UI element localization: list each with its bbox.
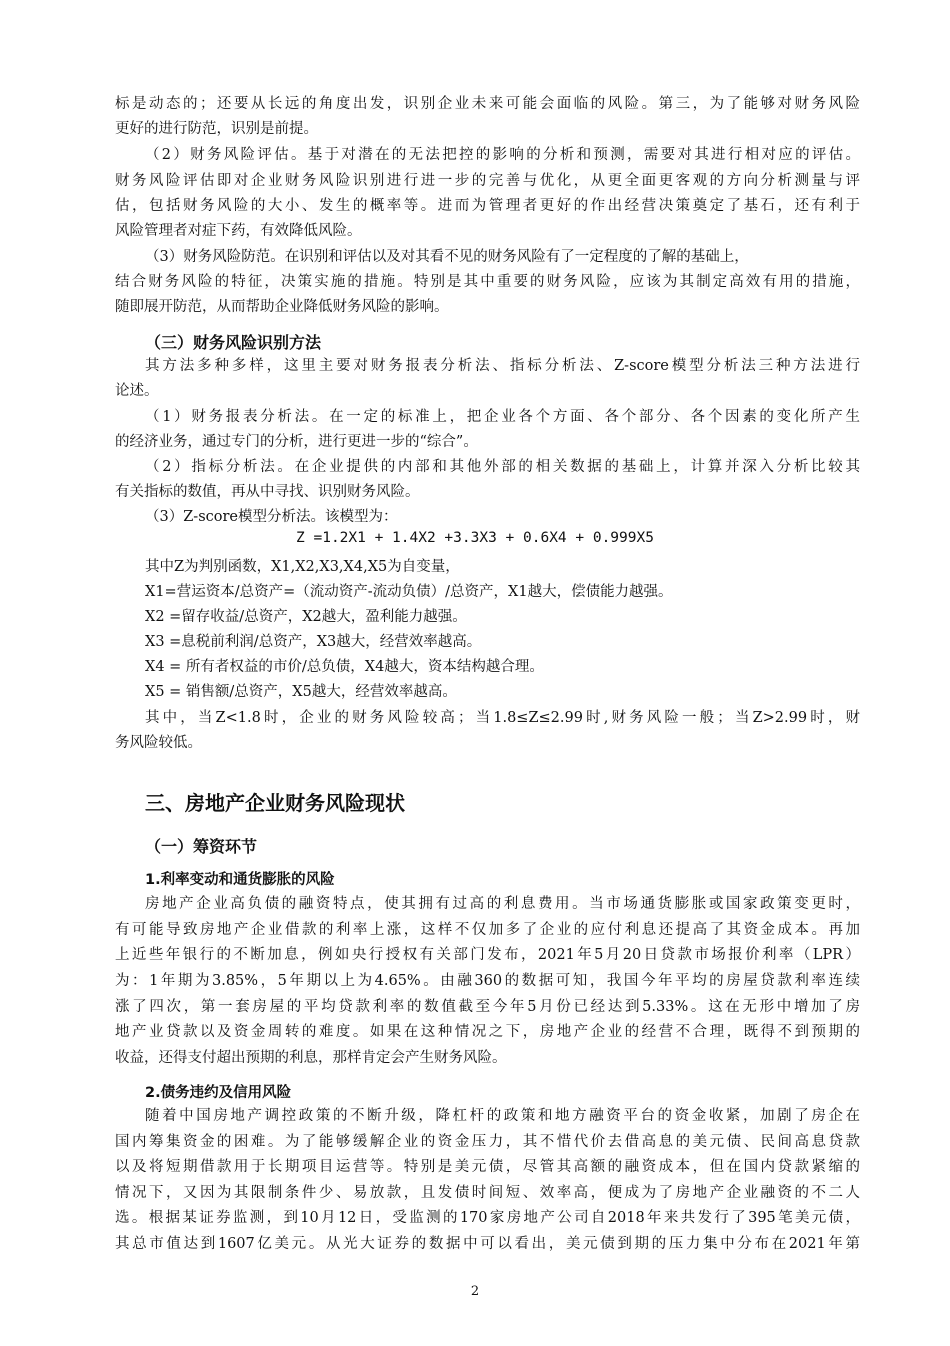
text-line: X5 = 销售额/总资产，X5越大，经营效率越高。 xyxy=(145,684,457,700)
text-line: 其中，当Z<1.8时，企业的财务风险较高；当1.8≤Z≤2.99时,财务风险一般；当Z>2.99时，财 xyxy=(145,710,860,726)
chapter-heading: 三、房地产企业财务风险现状 xyxy=(145,791,405,815)
z-score-formula: Z =1.2X1 + 1.4X2 +3.3X3 + 0.6X4 + 0.999X5 xyxy=(296,530,654,546)
text-line: （3）Z-score模型分析法。该模型为： xyxy=(145,509,398,525)
text-line: 收益，还得支付超出预期的利息，那样肯定会产生财务风险。 xyxy=(115,1050,507,1066)
item-heading-interest-rate-risk: 1.利率变动和通货膨胀的风险 xyxy=(145,872,335,888)
text-line: 情况下，又因为其限制条件少、易放款，且发债时间短、效率高，便成为了房地产企业融资的不二人 xyxy=(115,1185,860,1201)
text-line: 估，包括财务风险的大小、发生的概率等。进而为管理者更好的作出经营决策奠定了基石，还有利于 xyxy=(115,198,860,214)
text-line: X3 =息税前利润/总资产，X3越大，经营效率越高。 xyxy=(145,634,482,650)
text-line: X1=营运资本/总资产=（流动资产-流动负债）/总资产，X1越大，偿债能力越强。 xyxy=(145,584,673,600)
page-number: 2 xyxy=(470,1284,480,1299)
text-line: （1）财务报表分析法。在一定的标准上，把企业各个方面、各个部分、各个因素的变化所产生 xyxy=(145,409,860,425)
text-line: 有关指标的数值，再从中寻找、识别财务风险。 xyxy=(115,484,420,500)
text-line: （2）指标分析法。在企业提供的内部和其他外部的相关数据的基础上，计算并深入分析比较其 xyxy=(145,459,860,475)
text-line: 随即展开防范，从而帮助企业降低财务风险的影响。 xyxy=(115,299,449,315)
text-line: 以及将短期借款用于长期项目运营等。特别是美元债，尽管其高额的融资成本，但在国内贷款紧缩的 xyxy=(115,1159,860,1175)
text-line: 更好的进行防范，识别是前提。 xyxy=(115,121,318,137)
subsection-heading-financing: （一）筹资环节 xyxy=(145,837,258,856)
text-line: 风险管理者对症下药，有效降低风险。 xyxy=(115,223,362,239)
text-line: 其总市值达到1607亿美元。从光大证券的数据中可以看出，美元债到期的压力集中分布在2021年第 xyxy=(115,1236,860,1252)
text-line: （2）财务风险评估。基于对潜在的无法把控的影响的分析和预测，需要对其进行相对应的评估。 xyxy=(145,147,860,163)
text-line: 涨了四次，第一套房屋的平均贷款利率的数值截至今年5月份已经达到5.33%。这在无形中增加了房 xyxy=(115,999,860,1015)
text-line: （3）财务风险防范。在识别和评估以及对其看不见的财务风险有了一定程度的了解的基础上， xyxy=(145,249,749,265)
text-line: 其中Z为判别函数，X1,X2,X3,X4,X5为自变量， xyxy=(145,559,460,575)
text-line: 的经济业务，通过专门的分析，进行更进一步的“综合”。 xyxy=(115,434,478,450)
text-line: 标是动态的；还要从长远的角度出发，识别企业未来可能会面临的风险。第三，为了能够对财务风险 xyxy=(115,96,860,112)
text-line: 务风险较低。 xyxy=(115,735,202,751)
text-line: 国内筹集资金的困难。为了能够缓解企业的资金压力，其不惜代价去借高息的美元债、民间高息贷款 xyxy=(115,1134,860,1150)
text-line: 结合财务风险的特征，决策实施的措施。特别是其中重要的财务风险，应该为其制定高效有用的措施， xyxy=(115,274,860,290)
text-line: 地产业贷款以及资金周转的难度。如果在这种情况之下，房地产企业的经营不合理，既得不到预期的 xyxy=(115,1024,860,1040)
text-line: X4 = 所有者权益的市价/总负债，X4越大，资本结构越合理。 xyxy=(145,659,544,675)
text-line: 随着中国房地产调控政策的不断升级，降杠杆的政策和地方融资平台的资金收紧，加剧了房企在 xyxy=(145,1108,860,1124)
text-line: 房地产企业高负债的融资特点，使其拥有过高的利息费用。当市场通货膨胀或国家政策变更时， xyxy=(145,896,860,912)
item-heading-debt-default-risk: 2.债务违约及信用风险 xyxy=(145,1085,292,1101)
text-line: 选。根据某证券监测，到10月12日，受监测的170家房地产公司自2018年来共发行了395笔美元债， xyxy=(115,1210,860,1226)
text-line: 上近些年银行的不断加息，例如央行授权有关部门发布，2021年5月20日贷款市场报价利率（LPR） xyxy=(115,947,860,963)
section-heading-identification-methods: （三）财务风险识别方法 xyxy=(145,333,322,352)
text-line: 有可能导致房地产企业借款的利率上涨，这样不仅加多了企业的应付利息还提高了其资金成本。再加 xyxy=(115,922,860,938)
text-line: 其方法多种多样，这里主要对财务报表分析法、指标分析法、Z-score模型分析法三种方法进行 xyxy=(145,358,860,374)
text-line: 论述。 xyxy=(115,383,159,399)
text-line: 为：1年期为3.85%，5年期以上为4.65%。由融360的数据可知，我国今年平均的房屋贷款利率连续 xyxy=(115,973,860,989)
text-line: X2 =留存收益/总资产，X2越大，盈利能力越强。 xyxy=(145,609,467,625)
text-line: 财务风险评估即对企业财务风险识别进行进一步的完善与优化，从更全面更客观的方向分析测量与评 xyxy=(115,173,860,189)
